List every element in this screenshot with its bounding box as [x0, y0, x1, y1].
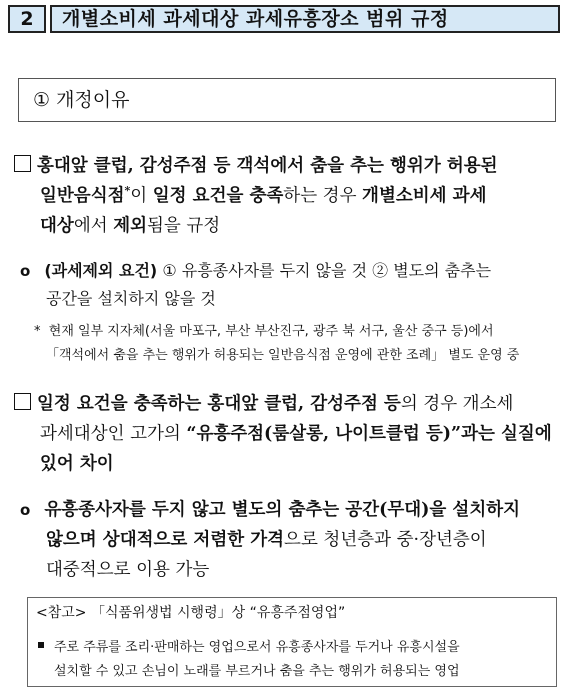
reference-box — [27, 597, 557, 687]
p1-l2b: 이 — [130, 186, 153, 206]
square-bullet-icon — [14, 393, 31, 410]
p1-l3c: 제외 — [113, 216, 147, 236]
section-number: 2 — [8, 5, 46, 33]
p1sub-l2: 공간을 설치하지 않을 것 — [46, 289, 216, 308]
section-title: 개별소비세 과세대상 과세유흥장소 범위 규정 — [50, 5, 560, 33]
footnote-mark: * — [124, 184, 131, 198]
p2sub-l1: 유흥종사자를 두지 않고 별도의 춤추는 공간(무대)을 설치하지 — [44, 500, 521, 520]
p1-line1: 홍대앞 클럽, 감성주점 등 객석에서 춤을 추는 행위가 허용된 — [37, 156, 498, 176]
p1-l3a: 대상 — [40, 216, 74, 236]
section-header — [0, 5, 562, 35]
p2sub-l2a: 않으며 상대적으로 저렴한 가격 — [46, 530, 285, 550]
p2-l3: 있어 차이 — [40, 454, 114, 474]
reference-line1: 주로 주류를 조리·판매하는 영업으로서 유흥종사자를 두거나 유흥시설을 — [54, 640, 460, 655]
p2-l2a: 과세대상인 고가의 — [40, 424, 187, 444]
footnote-asterisk: * — [34, 324, 41, 339]
footnote-line1: 현재 일부 지자체(서울 마포구, 부산 부산진구, 광주 북 서구, 울산 중구 등)에서 — [48, 324, 494, 339]
square-bullet-icon — [14, 155, 31, 172]
p1sub-l1a: (과세제외 요건) — [44, 261, 158, 280]
p2-l1a: 일정 요건을 충족하는 홍대앞 클럽, 감성주점 등 — [37, 394, 401, 414]
p2sub-l3: 대중적으로 이용 가능 — [46, 560, 210, 580]
p1-l2e: 개별소비세 과세 — [362, 186, 487, 206]
p1-l3d: 됨을 규정 — [147, 216, 221, 236]
subsection-title: ① 개정이유 — [18, 78, 556, 122]
square-bullet-icon — [38, 642, 44, 648]
circle-bullet-icon: o — [20, 501, 31, 519]
footnote-line2: 「객석에서 춤을 추는 행위가 허용되는 일반음식점 운영에 관한 조례」 별도 운영 중 — [46, 348, 520, 363]
p2-l1b: 의 경우 개소세 — [400, 394, 514, 414]
p1-l2a: 일반음식점 — [40, 186, 125, 206]
p1sub-l1b: ① 유흥종사자를 두지 않을 것 ② 별도의 춤추는 — [157, 261, 492, 280]
reference-line2: 설치할 수 있고 손님이 노래를 부르거나 춤을 추는 행위가 허용되는 영업 — [54, 664, 460, 679]
p2-l2b: “유흥주점(룸살롱, 나이트클럽 등)”과는 실질에 — [186, 424, 552, 444]
reference-title: <참고> 「식품위생법 시행령」상 “유흥주점영업” — [36, 605, 346, 621]
p2sub-l2b: 으로 청년층과 중·장년층이 — [284, 530, 487, 550]
p1-l2c: 일정 요건을 충족 — [152, 186, 284, 206]
p1-l2d: 하는 경우 — [283, 186, 363, 206]
p1-l3b: 에서 — [73, 216, 114, 236]
circle-bullet-icon: o — [20, 262, 31, 280]
